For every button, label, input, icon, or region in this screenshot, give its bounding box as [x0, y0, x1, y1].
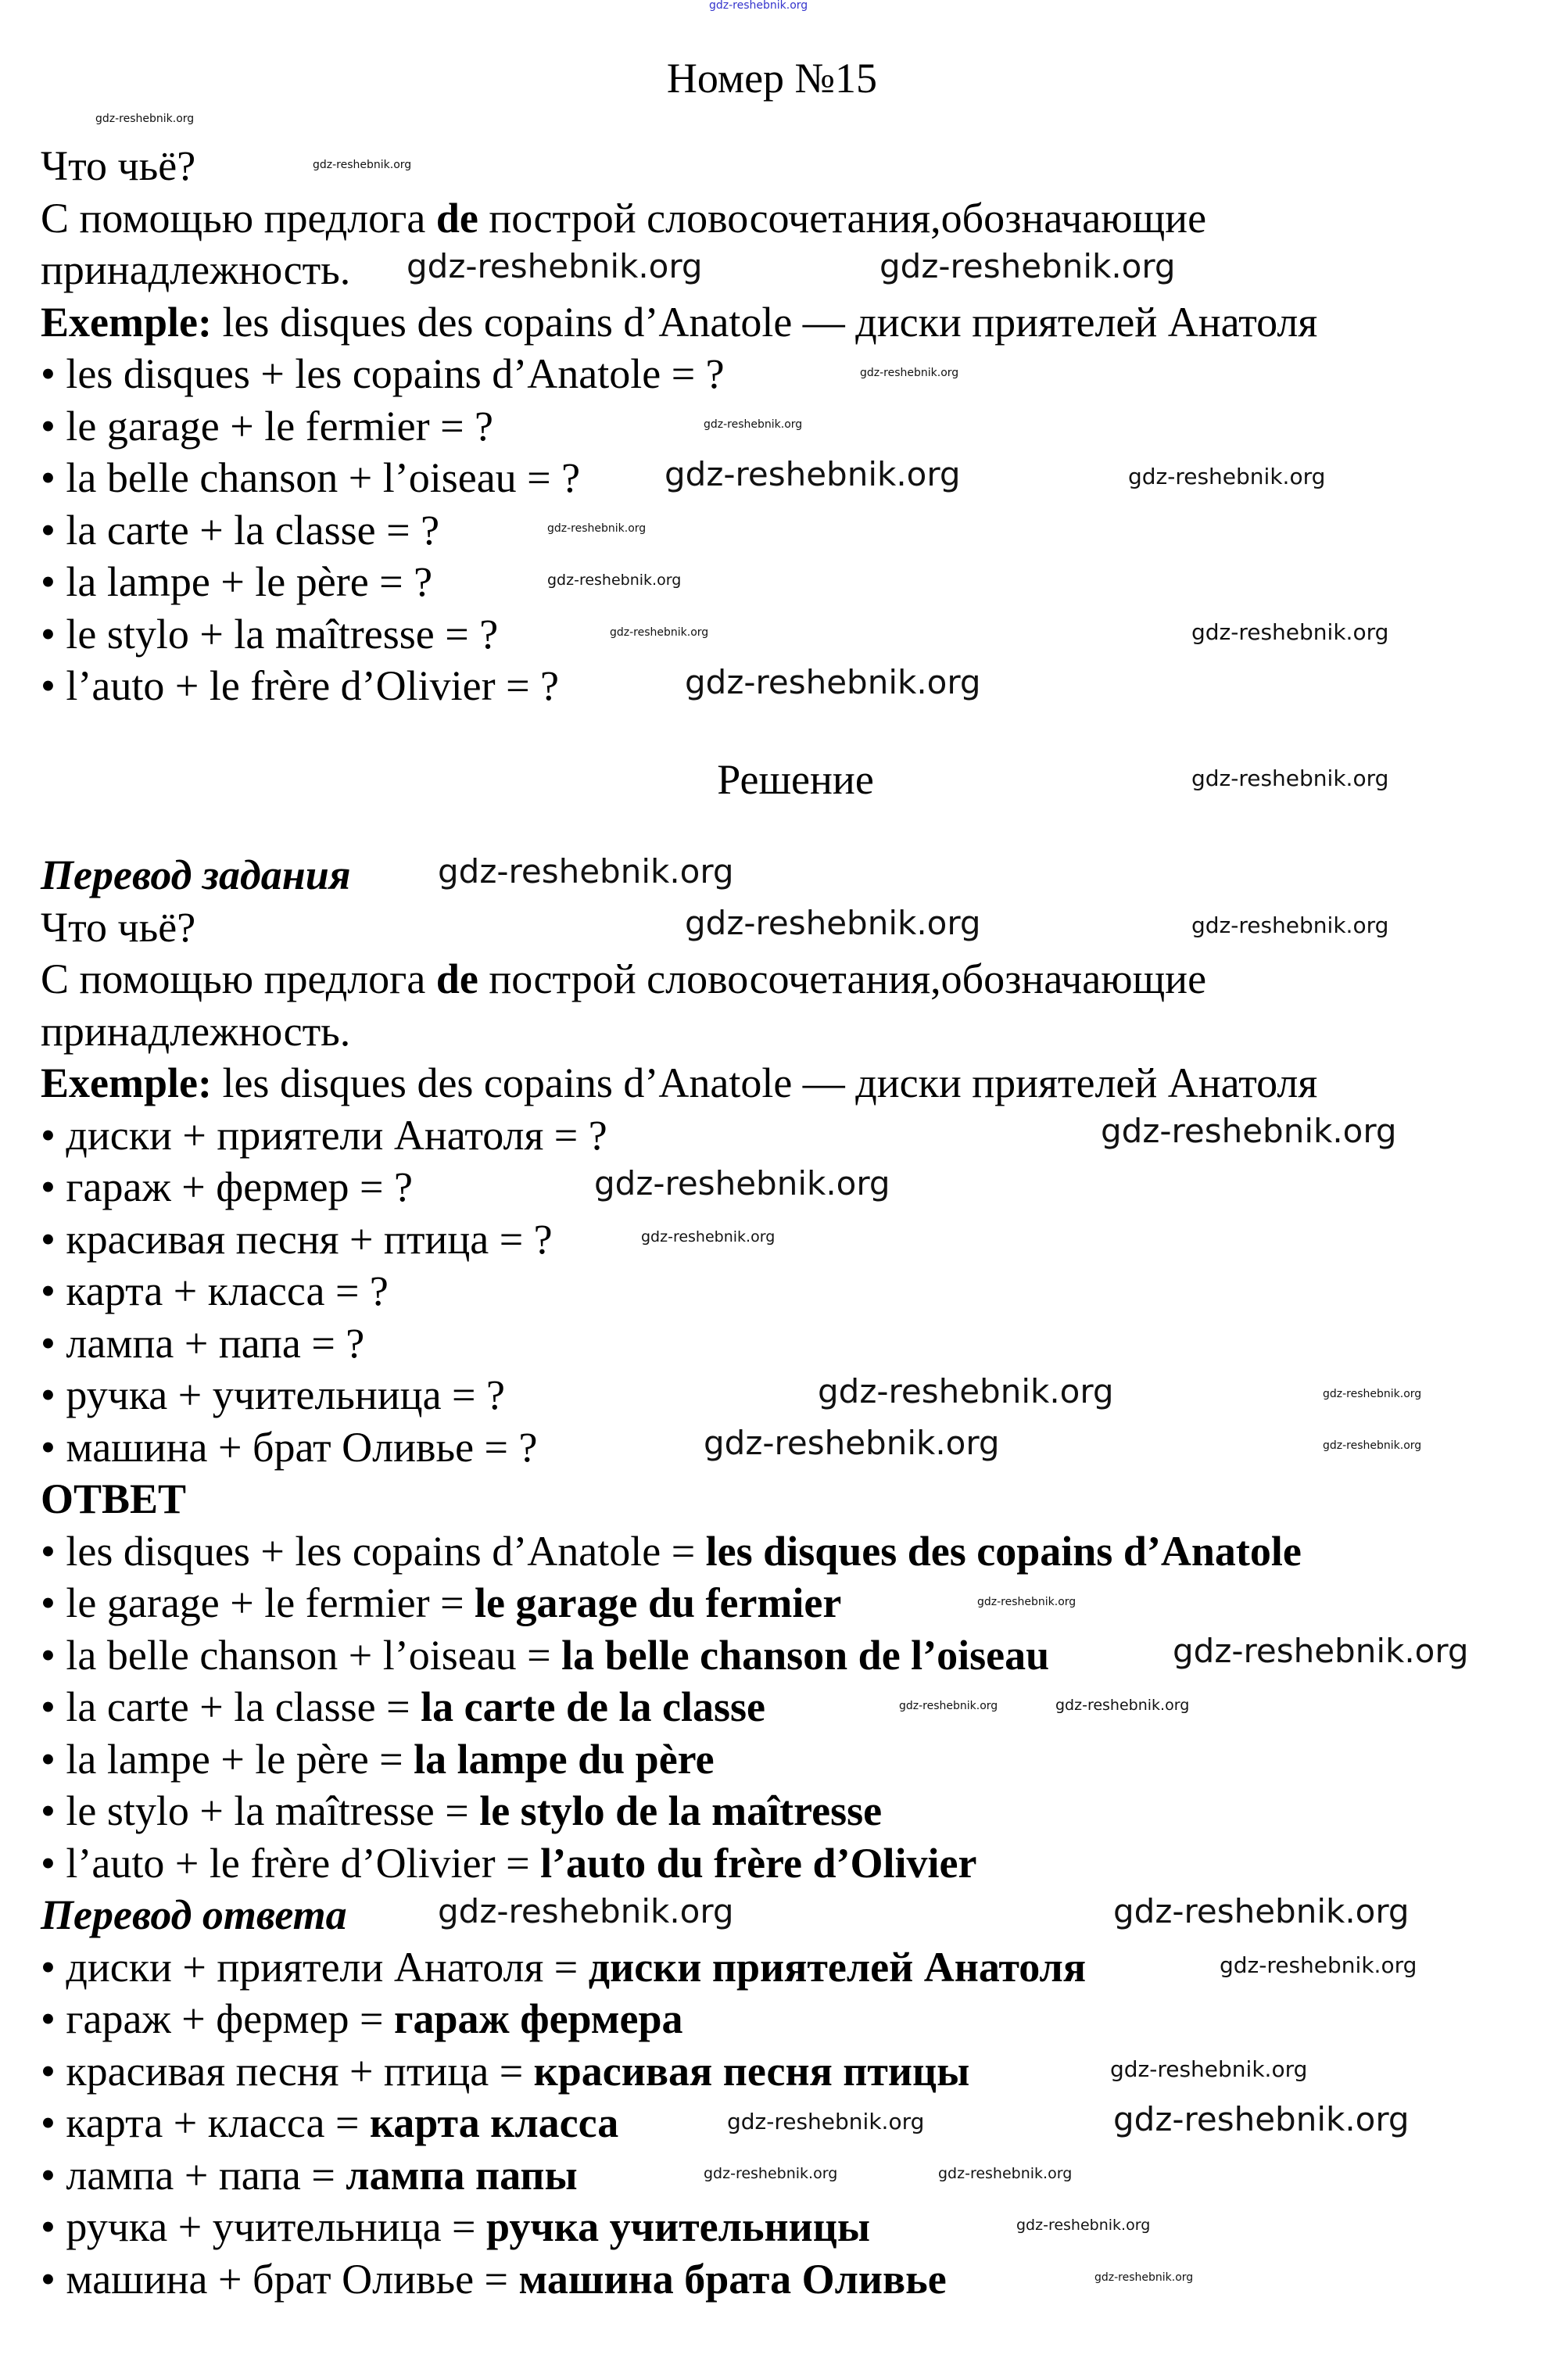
example-label: Exemple:	[41, 298, 212, 346]
instruction-text: построй словосочетания,обозначающие	[478, 955, 1207, 1002]
watermark: gdz-reshebnik.org	[1191, 619, 1389, 645]
answer-question: • красивая песня + птица =	[41, 2047, 534, 2095]
example-label: Exemple:	[41, 1059, 212, 1106]
list-item: • диски + приятели Анатоля = ?	[41, 1111, 607, 1159]
watermark: gdz-reshebnik.org	[665, 455, 961, 493]
watermark: gdz-reshebnik.org	[704, 418, 803, 431]
example-text: les disques des copains d’Anatole — диски приятелей Анатоля	[211, 1059, 1318, 1106]
answer-result: l’auto du frère d’Olivier	[540, 1839, 977, 1887]
answer-items	[41, 1525, 1544, 1890]
list-item: • l’auto + le frère d’Olivier = ?	[41, 662, 560, 709]
solution-label: Решение	[717, 756, 874, 803]
page-title: Номер №15	[666, 55, 878, 102]
answer-question: • le garage + le fermier =	[41, 1579, 475, 1626]
answer-question: • le stylo + la maîtresse =	[41, 1787, 480, 1834]
watermark: gdz-reshebnik.org	[709, 0, 808, 12]
answer-result: ручка учительницы	[486, 2203, 870, 2250]
answer-question: • карта + класса =	[41, 2099, 370, 2146]
watermark: gdz-reshebnik.org	[1101, 1112, 1397, 1150]
answer-translation-heading: Перевод ответа	[41, 1891, 347, 1938]
translation-heading: Перевод задания	[41, 851, 351, 898]
watermark: gdz-reshebnik.org	[610, 626, 709, 639]
task-instruction-line2: принадлежность.	[41, 246, 351, 293]
watermark: gdz-reshebnik.org	[727, 2109, 925, 2134]
answer-result: лампа папы	[346, 2151, 578, 2199]
list-item: • карта + класса = ?	[41, 1267, 389, 1314]
watermark: gdz-reshebnik.org	[977, 1596, 1077, 1608]
answer-question: • les disques + les copains d’Anatole =	[41, 1527, 706, 1575]
answer-result: les disques des copains d’Anatole	[705, 1527, 1302, 1575]
watermark: gdz-reshebnik.org	[641, 1228, 776, 1246]
list-item: • красивая песня + птица = ?	[41, 1215, 553, 1263]
instruction-text: С помощью предлога	[41, 194, 436, 242]
answer-result: la lampe du père	[414, 1735, 715, 1783]
watermark: gdz-reshebnik.org	[547, 522, 647, 535]
task-instruction	[41, 192, 1544, 245]
answer-row	[41, 1577, 1544, 1629]
answer-question: • la belle chanson + l’oiseau =	[41, 1631, 562, 1679]
watermark: gdz-reshebnik.org	[1323, 1439, 1422, 1452]
answer-result: la belle chanson de l’oiseau	[561, 1631, 1050, 1679]
answer-result: le stylo de la maîtresse	[479, 1787, 883, 1834]
watermark: gdz-reshebnik.org	[938, 2165, 1073, 2182]
instruction-preposition: de	[435, 955, 478, 1002]
watermark: gdz-reshebnik.org	[818, 1372, 1114, 1410]
answer-result: машина брата Оливье	[518, 2255, 947, 2303]
answer-row	[41, 2201, 1544, 2253]
task-example	[41, 296, 1544, 349]
watermark: gdz-reshebnik.org	[685, 904, 981, 942]
task-items	[41, 348, 1544, 712]
answer-result: гараж фермера	[394, 1995, 683, 2042]
translation-question: Что чьё?	[41, 903, 196, 951]
watermark: gdz-reshebnik.org	[1323, 1388, 1422, 1400]
answer-result: красивая песня птицы	[533, 2047, 970, 2095]
answer-result: карта класса	[369, 2099, 619, 2146]
answer-row	[41, 1785, 1544, 1837]
watermark: gdz-reshebnik.org	[704, 1424, 1000, 1462]
watermark: gdz-reshebnik.org	[547, 572, 682, 589]
translation-instruction-line2: принадлежность.	[41, 1007, 351, 1055]
watermark: gdz-reshebnik.org	[1113, 1892, 1410, 1930]
translation-example	[41, 1057, 1544, 1109]
list-item: • лампа + папа = ?	[41, 1319, 365, 1367]
answer-row	[41, 1733, 1544, 1786]
list-item: • la carte + la classe = ?	[41, 506, 440, 554]
answer-row	[41, 1525, 1544, 1578]
watermark: gdz-reshebnik.org	[704, 2165, 838, 2182]
answer-row	[41, 2253, 1544, 2306]
task-question: Что чьё?	[41, 142, 196, 189]
answer-result: le garage du fermier	[475, 1579, 842, 1626]
list-item: • la lampe + le père = ?	[41, 558, 433, 605]
watermark: gdz-reshebnik.org	[879, 247, 1176, 285]
watermark: gdz-reshebnik.org	[1220, 1952, 1417, 1978]
answer-question: • лампа + папа =	[41, 2151, 346, 2199]
watermark: gdz-reshebnik.org	[685, 663, 981, 701]
answer-row	[41, 1993, 1544, 2045]
watermark: gdz-reshebnik.org	[1016, 2217, 1151, 2234]
watermark: gdz-reshebnik.org	[1173, 1632, 1469, 1670]
list-item: • le stylo + la maîtresse = ?	[41, 610, 499, 658]
instruction-text: построй словосочетания,обозначающие	[478, 194, 1207, 242]
answer-question: • гараж + фермер =	[41, 1995, 394, 2042]
watermark: gdz-reshebnik.org	[1110, 2056, 1308, 2082]
answer-row	[41, 1681, 1544, 1733]
list-item: • les disques + les copains d’Anatole = ?	[41, 350, 725, 397]
answer-result: la carte de la classe	[421, 1683, 765, 1730]
answer-question: • машина + брат Оливье =	[41, 2255, 519, 2303]
answer-question: • l’auto + le frère d’Olivier =	[41, 1839, 541, 1887]
answer-question: • la lampe + le père =	[41, 1735, 414, 1783]
watermark: gdz-reshebnik.org	[1094, 2271, 1194, 2284]
list-item: • гараж + фермер = ?	[41, 1163, 413, 1210]
watermark: gdz-reshebnik.org	[899, 1700, 998, 1712]
watermark: gdz-reshebnik.org	[860, 367, 959, 379]
watermark: gdz-reshebnik.org	[1113, 2100, 1410, 2138]
watermark: gdz-reshebnik.org	[438, 852, 734, 891]
translation-instruction	[41, 953, 1544, 1005]
answer-question: • ручка + учительница =	[41, 2203, 487, 2250]
solution-block	[41, 849, 1544, 2305]
instruction-text: С помощью предлога	[41, 955, 436, 1002]
answer-heading: ОТВЕТ	[41, 1475, 187, 1522]
watermark: gdz-reshebnik.org	[313, 159, 412, 171]
example-text: les disques des copains d’Anatole — диски приятелей Анатоля	[211, 298, 1318, 346]
answer-question: • диски + приятели Анатоля =	[41, 1943, 589, 1991]
answer-question: • la carte + la classe =	[41, 1683, 421, 1730]
list-item: • ручка + учительница = ?	[41, 1371, 505, 1418]
instruction-preposition: de	[435, 194, 478, 242]
watermark: gdz-reshebnik.org	[1128, 464, 1326, 489]
watermark: gdz-reshebnik.org	[1191, 912, 1389, 938]
watermark: gdz-reshebnik.org	[594, 1164, 890, 1203]
answer-result: диски приятелей Анатоля	[588, 1943, 1087, 1991]
list-item: • la belle chanson + l’oiseau = ?	[41, 454, 581, 501]
watermark: gdz-reshebnik.org	[95, 113, 195, 125]
watermark: gdz-reshebnik.org	[407, 247, 703, 285]
answer-row	[41, 1837, 1544, 1890]
watermark: gdz-reshebnik.org	[438, 1892, 734, 1930]
watermark: gdz-reshebnik.org	[1191, 765, 1389, 791]
answer-row	[41, 2045, 1544, 2098]
list-item: • le garage + le fermier = ?	[41, 402, 493, 450]
list-item: • машина + брат Оливье = ?	[41, 1423, 538, 1471]
watermark: gdz-reshebnik.org	[1055, 1697, 1190, 1714]
